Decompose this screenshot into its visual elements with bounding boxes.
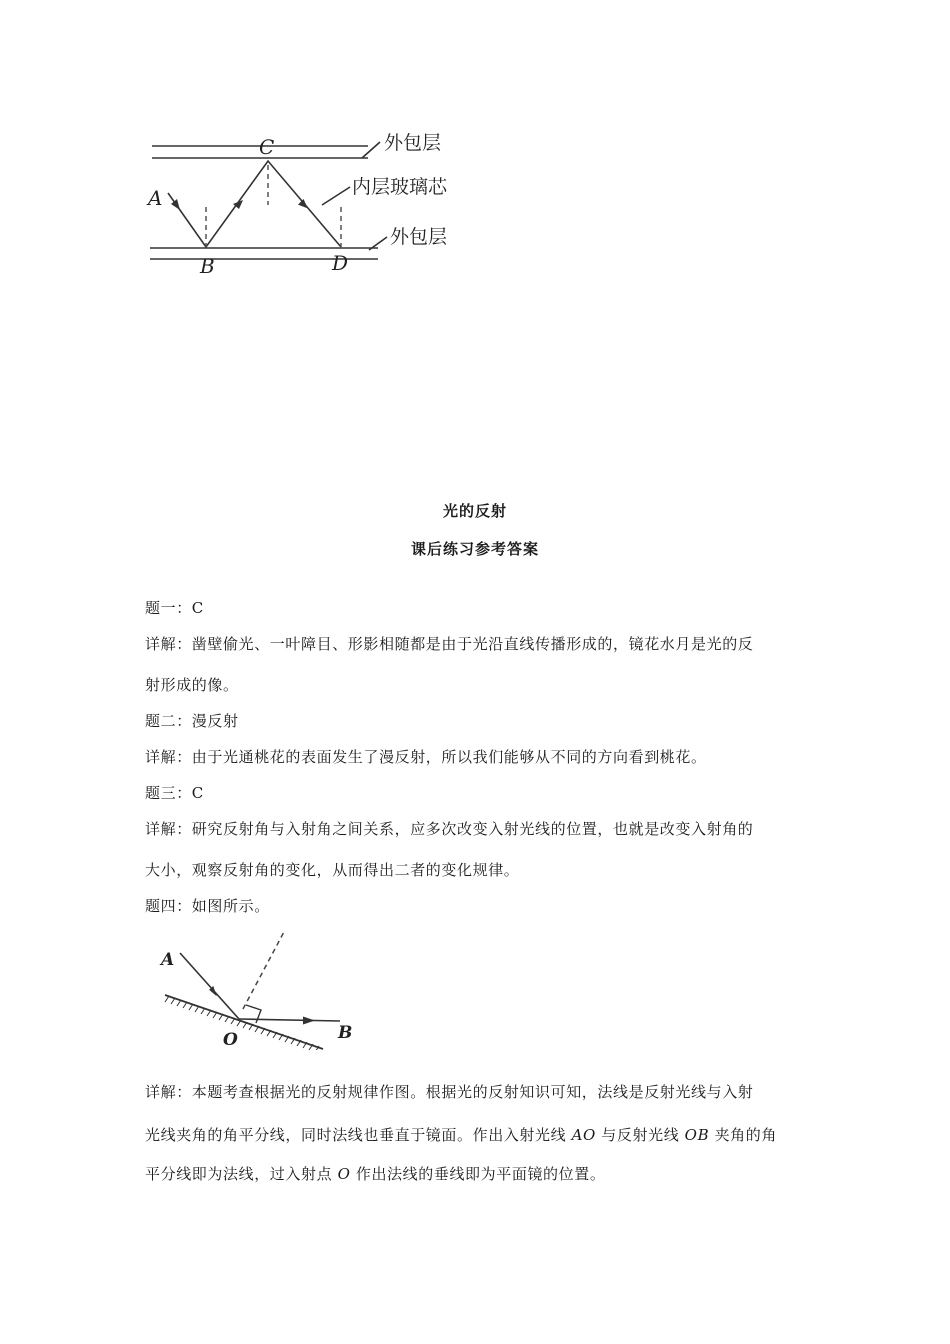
q4-detail-text: 平分线即为法线，过入射点 (145, 1165, 338, 1183)
q4-detail-text: 夹角的角 (709, 1126, 777, 1144)
q3-detail-line: 大小，观察反射角的变化，从而得出二者的变化规律。 (145, 861, 520, 879)
point-a-label: A (161, 950, 175, 970)
point-a-label: A (148, 186, 163, 210)
q2-detail-line: 详解：由于光通桃花的表面发生了漫反射，所以我们能够从不同的方向看到桃花。 (145, 748, 707, 766)
q4-detail-line (145, 1124, 810, 1145)
q3-detail-line: 详解：研究反射角与入射角之间关系，应多次改变入射光线的位置，也就是改变入射角的 (145, 820, 754, 838)
q4-detail-line: 详解：本题考查根据光的反射规律作图。根据光的反射知识可知，法线是反射光线与入射 (145, 1083, 754, 1101)
point-o-label: O (223, 1030, 238, 1050)
page-subtitle: 课后练习参考答案 (410, 540, 539, 558)
ray-ao-label: AO (571, 1126, 596, 1144)
point-o-ref: O (337, 1165, 351, 1183)
q4-detail-text: 光线夹角的角平分线，同时法线也垂直于镜面。作出入射光线 (145, 1126, 572, 1144)
q3-answer: 题三：C (145, 784, 204, 802)
reflection-figure (155, 925, 375, 1050)
outer-cladding-top-label: 外包层 (384, 132, 442, 154)
outer-cladding-bottom-label: 外包层 (390, 226, 448, 248)
point-b-label: B (200, 254, 215, 278)
q4-detail-line (145, 1163, 810, 1184)
q1-detail-line: 详解：凿壁偷光、一叶障目、形影相随都是由于光沿直线传播形成的，镜花水月是光的反 (145, 635, 754, 653)
point-d-label: D (332, 251, 349, 275)
q2-answer: 题二：漫反射 (145, 712, 239, 730)
q1-detail-line: 射形成的像。 (145, 676, 239, 694)
point-b-label: B (338, 1023, 353, 1043)
ray-ob-label: OB (684, 1126, 710, 1144)
q4-detail-text: 作出法线的垂线即为平面镜的位置。 (350, 1165, 606, 1183)
q1-answer: 题一：C (145, 599, 204, 617)
optical-fiber-figure (140, 125, 480, 280)
q4-answer: 题四：如图所示。 (145, 897, 270, 915)
page-title: 光的反射 (442, 502, 507, 520)
point-c-label: C (259, 135, 275, 159)
q4-detail-text: 与反射光线 (595, 1126, 685, 1144)
inner-core-label: 内层玻璃芯 (352, 176, 448, 198)
